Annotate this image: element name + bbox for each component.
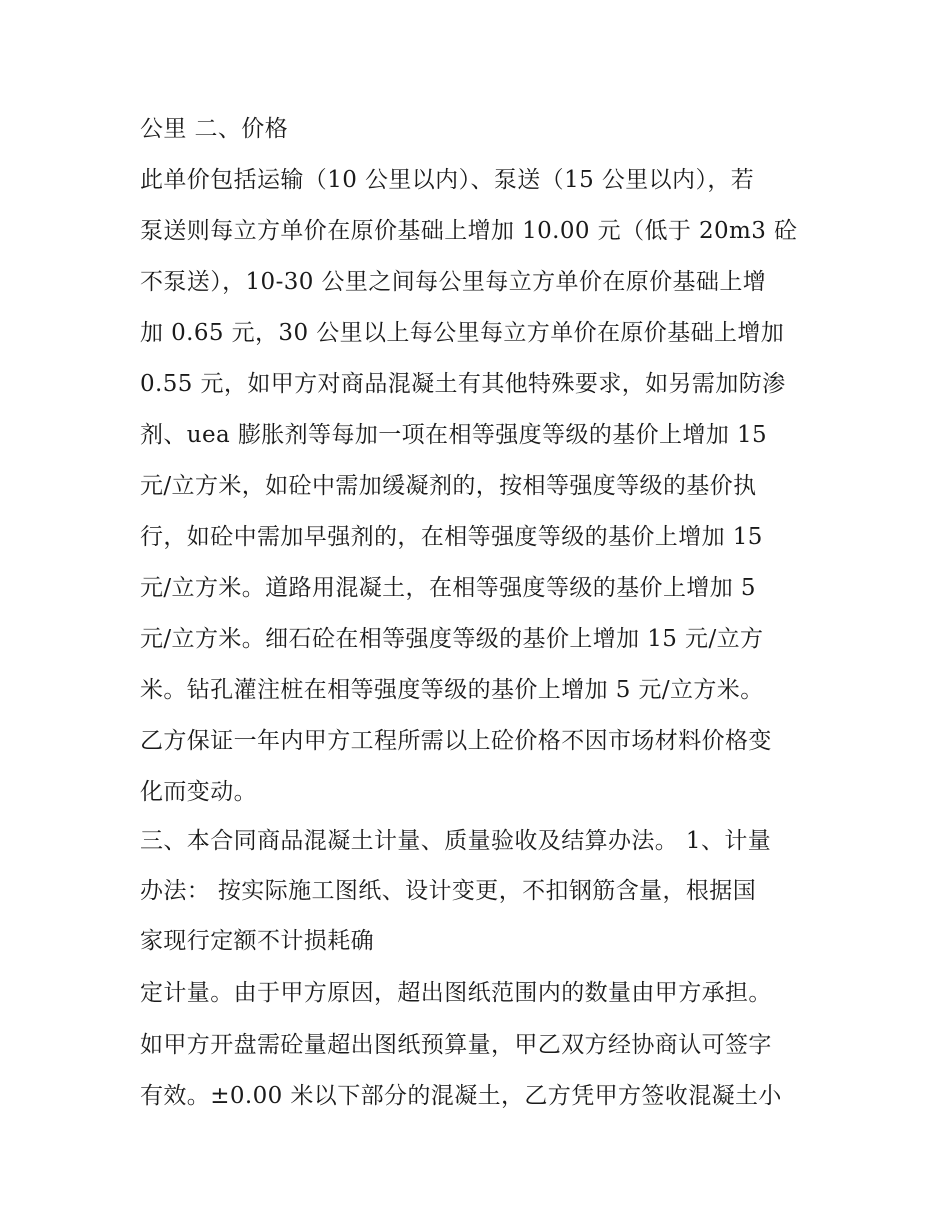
text-line: 公里 二、价格 bbox=[140, 116, 289, 142]
text-line: 米。钻孔灌注桩在相等强度等级的基价上增加 5 元/立方米。 bbox=[140, 677, 764, 703]
text-line: 泵送则每立方单价在原价基础上增加 10.00 元（低于 20m3 砼 bbox=[140, 218, 798, 244]
text-line: 化而变动。 bbox=[140, 779, 257, 805]
text-line: 行，如砼中需加早强剂的，在相等强度等级的基价上增加 15 bbox=[140, 524, 763, 550]
text-line: 定计量。由于甲方原因，超出图纸范围内的数量由甲方承担。 bbox=[140, 980, 772, 1006]
text-line: 加 0.65 元，30 公里以上每公里每立方单价在原价基础上增加 bbox=[140, 320, 785, 346]
text-line: 元/立方米。道路用混凝土，在相等强度等级的基价上增加 5 bbox=[140, 575, 756, 601]
text-line: 乙方保证一年内甲方工程所需以上砼价格不因市场材料价格变 bbox=[140, 728, 772, 754]
text-line: 元/立方米。细石砼在相等强度等级的基价上增加 15 元/立方 bbox=[140, 626, 764, 652]
text-line: 家现行定额不计损耗确 bbox=[140, 928, 374, 954]
text-line: 剂、uea 膨胀剂等每加一项在相等强度等级的基价上增加 15 bbox=[140, 422, 768, 448]
text-line: 0.55 元，如甲方对商品混凝土有其他特殊要求，如另需加防渗 bbox=[140, 371, 786, 397]
text-line: 元/立方米，如砼中需加缓凝剂的，按相等强度等级的基价执 bbox=[140, 473, 757, 499]
text-line: 如甲方开盘需砼量超出图纸预算量，甲乙双方经协商认可签字 bbox=[140, 1032, 772, 1058]
text-line: 不泵送），10-30 公里之间每公里每立方单价在原价基础上增 bbox=[140, 269, 767, 295]
text-line: 此单价包括运输（10 公里以内）、泵送（15 公里以内），若 bbox=[140, 167, 755, 193]
text-line: 办法： 按实际施工图纸、设计变更，不扣钢筋含量，根据国 bbox=[140, 878, 757, 904]
text-line: 有效。±0.00 米以下部分的混凝土，乙方凭甲方签收混凝土小 bbox=[140, 1083, 782, 1109]
section-heading-line: 三、本合同商品混凝土计量、质量验收及结算办法。 1、计量 bbox=[140, 828, 772, 854]
